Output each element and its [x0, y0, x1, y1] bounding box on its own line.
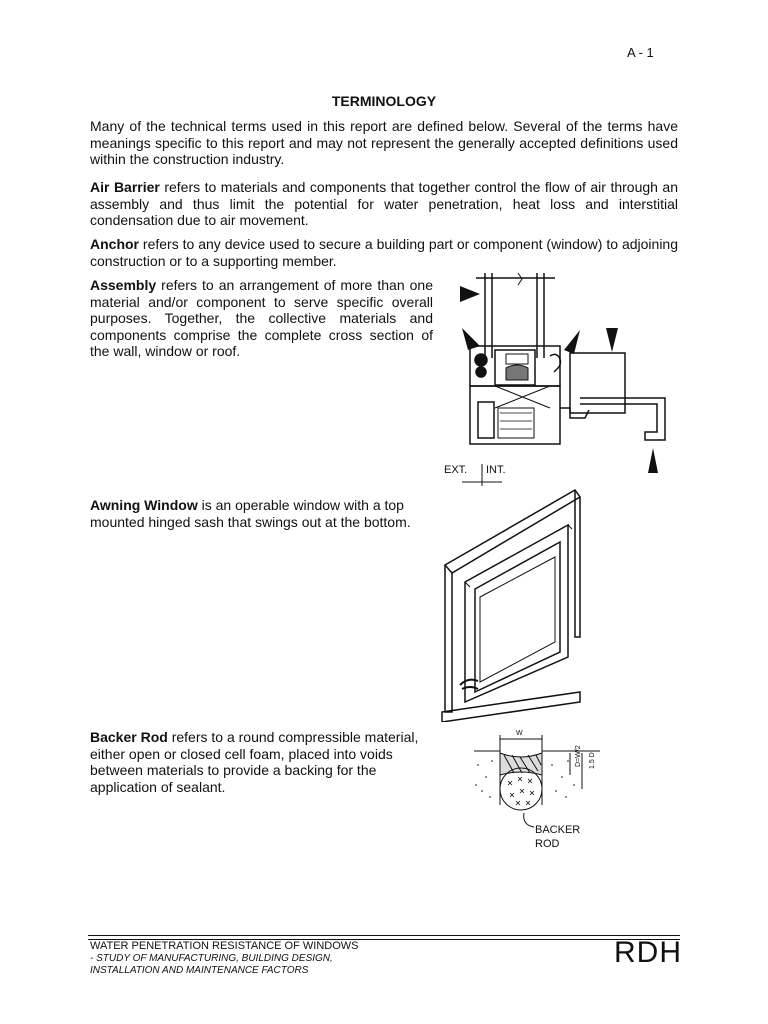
- term-awning-window: [90, 497, 433, 530]
- footer-rule: [88, 935, 680, 936]
- intro-paragraph: Many of the technical terms used in this report are defined below. Several of the terms have meanings specific to this report and may not represent the generally accepted definitions used within the construction industry.: [90, 118, 678, 167]
- term-backer-rod: [90, 729, 420, 795]
- term-assembly: [90, 277, 433, 360]
- term-name: Backer Rod: [90, 729, 168, 745]
- term-definition: refers to an arrangement of more than one material and/or component to serve specific overall purposes. Together, the collective materials and components comprise the complete cross section of the wall, window or roof.: [90, 277, 433, 359]
- depth-dim-label: D=W/2: [575, 745, 582, 767]
- awning-window-figure: [440, 487, 590, 722]
- term-definition: refers to any device used to secure a building part or component (window) to adjoining construction or to a supporting member.: [90, 236, 678, 269]
- page-title: TERMINOLOGY: [331, 93, 437, 109]
- ext-label: EXT.: [444, 464, 468, 476]
- footer-subtitle-line2: INSTALLATION AND MAINTENANCE FACTORS: [90, 965, 309, 976]
- backer-rod-label-line2: ROD: [535, 838, 560, 850]
- backer-rod-label: [535, 823, 580, 851]
- footer-report-title: WATER PENETRATION RESISTANCE OF WINDOWS: [90, 940, 359, 952]
- term-name: Anchor: [90, 236, 139, 252]
- rdh-logo: RDH: [614, 936, 682, 969]
- footer-subtitle: [90, 953, 333, 977]
- backer-rod-figure: [470, 725, 620, 835]
- term-name: Air Barrier: [90, 179, 160, 195]
- page-number: A - 1: [627, 45, 654, 60]
- depth-dim-label-2: 1.5 D: [589, 752, 596, 769]
- term-air-barrier: [90, 179, 678, 229]
- footer-subtitle-line1: - STUDY OF MANUFACTURING, BUILDING DESIGN,: [90, 953, 333, 964]
- assembly-cross-section-figure: [440, 268, 680, 493]
- term-name: Awning Window: [90, 497, 198, 513]
- width-dim-label: W: [516, 730, 523, 737]
- term-definition: refers to materials and components that together control the flow of air through an assembly and thus limit the potential for water penetration, heat loss and interstitial condensation due to air movement.: [90, 179, 678, 228]
- int-label: INT.: [486, 464, 506, 476]
- backer-rod-label-line1: BACKER: [535, 824, 581, 836]
- term-definition: is an operable window with a top mounted hinged sash that swings out at the bottom.: [90, 497, 411, 530]
- term-name: Assembly: [90, 277, 157, 293]
- term-anchor: [90, 236, 678, 269]
- term-definition: refers to a round compressible material, either open or closed cell foam, placed into voids between materials to provide a backing for the application of sealant.: [90, 729, 419, 795]
